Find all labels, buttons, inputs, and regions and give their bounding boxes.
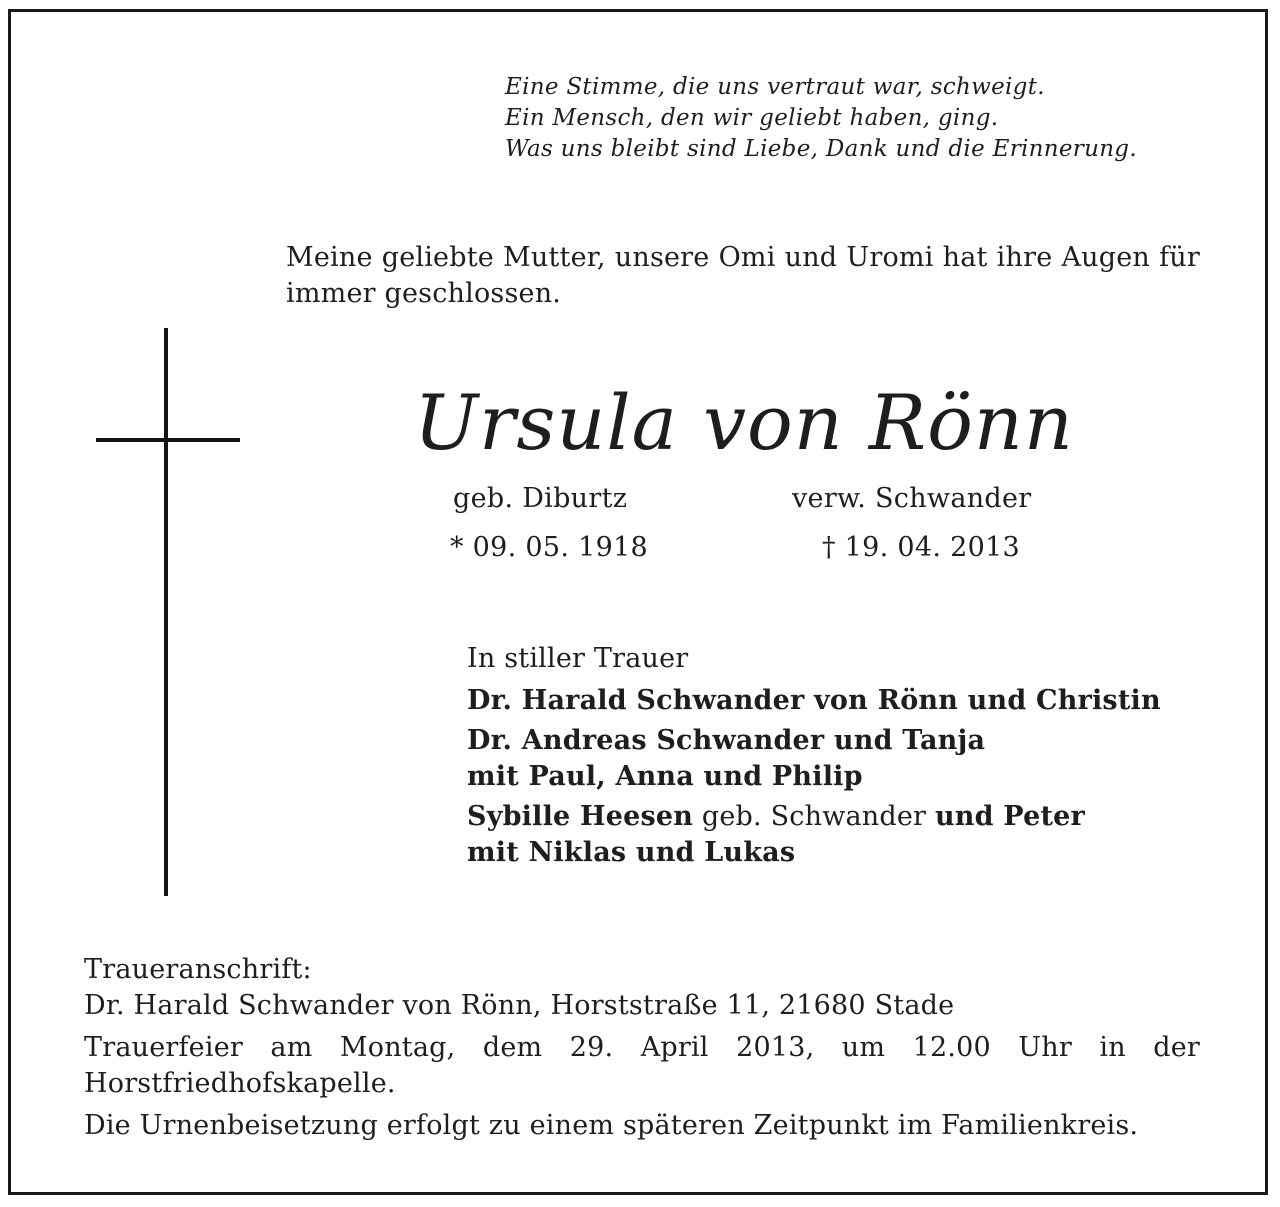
mourner-line-3: mit Paul, Anna und Philip bbox=[467, 761, 863, 792]
quote-line-3: Was uns bleibt sind Liebe, Dank und die Erinnerung. bbox=[505, 136, 1137, 162]
mourner-partner: und Peter bbox=[934, 801, 1085, 832]
ceremony-text: Trauerfeier am Montag, dem 29. April 2013, um 12.00 Uhr in der Horstfriedhofskapelle. bbox=[84, 1032, 1200, 1099]
maiden-name: geb. Diburtz bbox=[453, 483, 628, 514]
mourners-heading: In stiller Trauer bbox=[467, 643, 689, 674]
widowed-name: verw. Schwander bbox=[792, 483, 1032, 514]
deceased-name: Ursula von Rönn bbox=[414, 378, 1074, 467]
mourner-line-5: mit Niklas und Lukas bbox=[467, 837, 796, 868]
quote-line-2: Ein Mensch, den wir geliebt haben, ging. bbox=[505, 105, 999, 131]
memorial-quote bbox=[505, 72, 1137, 165]
quote-line-1: Eine Stimme, die uns vertraut war, schweigt. bbox=[505, 74, 1045, 100]
birth-date: * 09. 05. 1918 bbox=[450, 532, 649, 563]
address-label: Traueranschrift: bbox=[84, 954, 312, 985]
mourner-line-4 bbox=[467, 799, 1161, 835]
address-text: Dr. Harald Schwander von Rönn, Horststraße 11, 21680 Stade bbox=[84, 990, 955, 1021]
death-date: † 19. 04. 2013 bbox=[822, 532, 1021, 563]
mourner-maiden-name: geb. Schwander bbox=[693, 801, 935, 832]
mourner-line-2: Dr. Andreas Schwander und Tanja bbox=[467, 725, 986, 756]
mourner-name: Sybille Heesen bbox=[467, 801, 694, 832]
footer-info bbox=[84, 952, 1200, 1144]
mourners-block bbox=[467, 643, 1161, 871]
burial-text: Die Urnenbeisetzung erfolgt zu einem späteren Zeitpunkt im Familienkreis. bbox=[84, 1110, 1139, 1141]
mourner-line-1: Dr. Harald Schwander von Rönn und Christin bbox=[467, 685, 1161, 716]
cross-icon bbox=[164, 328, 168, 896]
cross-icon-bar bbox=[96, 438, 240, 442]
intro-text: Meine geliebte Mutter, unsere Omi und Uromi hat ihre Augen für immer geschlossen. bbox=[286, 242, 1200, 309]
